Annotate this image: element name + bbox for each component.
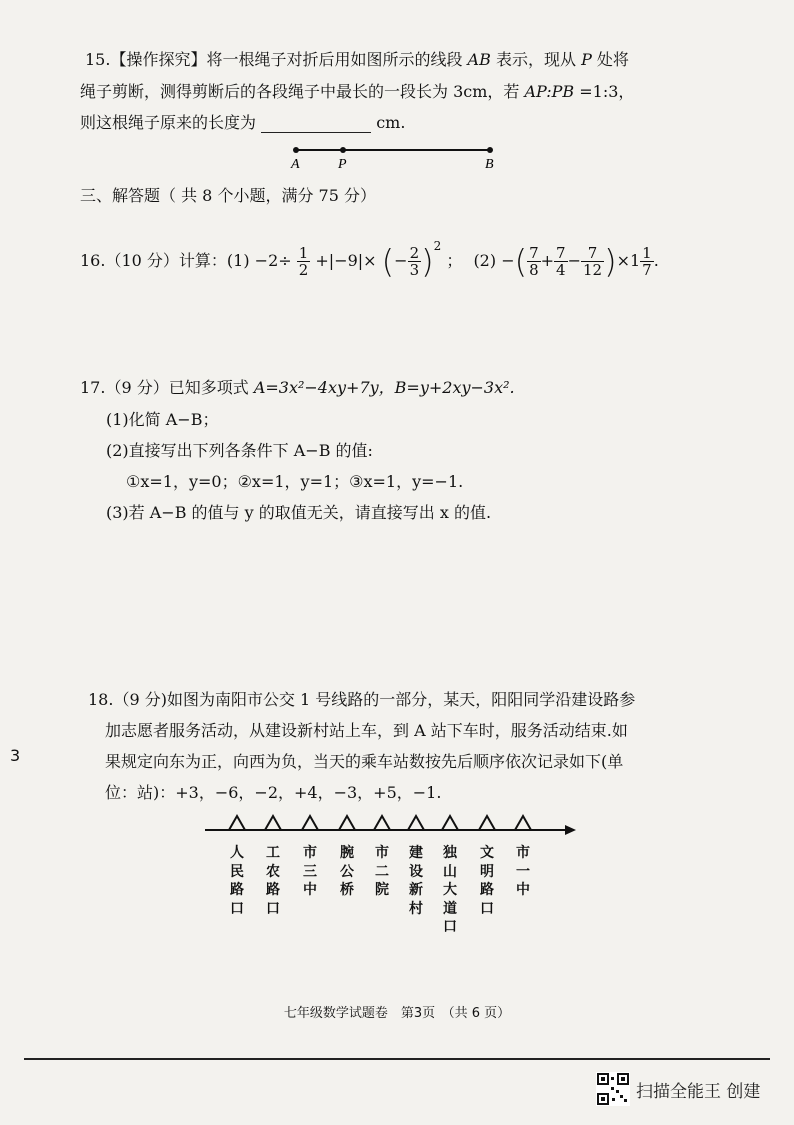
q15-text-b: 表示，现从 <box>495 50 576 69</box>
q17-line1 <box>80 378 515 398</box>
frac6-den: 7 <box>642 261 652 279</box>
q15-text-2b: =1:3， <box>579 82 635 101</box>
station-label: 市 一 中 <box>516 845 530 898</box>
q16-sep: ； <box>446 251 463 270</box>
q17-cases: ①x=1，y=0；②x=1，y=1；③x=1，y=−1. <box>126 472 464 491</box>
frac1-den: 2 <box>298 261 309 279</box>
q17-sub2: (2)直接写出下列各条件下 A−B 的值: <box>106 441 373 460</box>
fraction-5 <box>581 245 604 278</box>
station-labels <box>205 810 580 950</box>
q16-p1-b: +|−9|× <box>315 251 377 270</box>
station-label: 人 民 路 口 <box>230 845 244 917</box>
segment-ab-figure <box>280 140 510 172</box>
frac4-num: 7 <box>556 244 566 262</box>
label-p: P <box>338 157 347 172</box>
frac1-num: 1 <box>298 244 309 262</box>
station-label: 文 明 路 口 <box>480 845 494 917</box>
exponent: 2 <box>433 239 442 253</box>
scanner-text: 扫描全能王 创建 <box>636 1081 761 1102</box>
station-label: 市 三 中 <box>303 845 317 898</box>
q15-line1 <box>85 50 629 70</box>
q15-text-c: 处将 <box>596 50 629 69</box>
q16-p2-label: (2) <box>473 251 497 270</box>
qr-code-icon <box>596 1072 630 1106</box>
paren-open-2: ( <box>514 242 528 281</box>
q15-line2 <box>80 82 634 102</box>
q16-plus: + <box>540 251 555 270</box>
q15-line3 <box>80 113 405 133</box>
fraction-2 <box>408 245 422 278</box>
frac2-num: 2 <box>409 244 420 262</box>
q16-times: ×1 <box>616 251 641 270</box>
fraction-1 <box>297 245 311 278</box>
paren-close: ) <box>421 242 434 281</box>
q15-text-2a: 绳子剪断，测得剪断后的各段绳子中最长的一段长为 3cm，若 <box>80 82 520 101</box>
q15-ratio: AP:PB <box>524 82 575 101</box>
q17-head: 17.（9 分）已知多项式 <box>80 378 249 397</box>
fraction-6 <box>640 245 654 278</box>
paren-open: ( <box>381 242 395 281</box>
frac5-num: 7 <box>581 245 604 262</box>
q15-text: 15.【操作探究】将一根绳子对折后用如图所示的线段 <box>85 50 463 69</box>
point-a <box>293 147 299 153</box>
paren-close-2: ) <box>604 242 617 281</box>
scanner-watermark <box>596 1072 760 1106</box>
label-b: B <box>485 157 494 172</box>
answer-blank[interactable] <box>261 114 371 133</box>
frac3-den: 8 <box>529 261 539 279</box>
section-title: 三、解答题（ 共 8 个小题，满分 75 分） <box>80 186 376 205</box>
q16-p1-a: −2÷ <box>254 251 292 270</box>
station-label: 独 山 大 道 口 <box>443 845 457 935</box>
fraction-3 <box>527 245 541 278</box>
q18-line3: 果规定向东为正，向西为负，当天的乘车站数按先后顺序依次记录如下(单 <box>105 752 624 771</box>
q18-line1: 18.（9 分)如图为南阳市公交 1 号线路的一部分，某天，阳阳同学沿建设路参 <box>88 690 636 709</box>
q17-sub1: (1)化简 A−B； <box>106 410 219 429</box>
page-footer: 七年级数学试题卷 第3页 （共 6 页） <box>283 1006 511 1021</box>
q16-minus2: − <box>567 251 581 270</box>
q16-end: . <box>653 251 659 270</box>
label-a: A <box>291 157 300 172</box>
q17-poly: A=3x²−4xy+7y，B=y+2xy−3x². <box>253 378 515 397</box>
fraction-4 <box>554 245 568 278</box>
frac4-den: 4 <box>556 261 566 279</box>
bottom-rule <box>24 1058 770 1060</box>
q18-line2: 加志愿者服务活动，从建设新村站上车，到 A 站下车时，服务活动结束.如 <box>105 721 628 740</box>
q18-line4: 位：站)：+3，−6，−2，+4，−3，+5，−1. <box>105 783 442 802</box>
q17-sub3: (3)若 A−B 的值与 y 的取值无关，请直接写出 x 的值. <box>106 503 492 522</box>
frac3-num: 7 <box>529 244 539 262</box>
frac6-num: 1 <box>642 244 652 262</box>
q16-head: 16.（10 分）计算：(1) <box>80 251 250 270</box>
q15-unit: cm. <box>376 113 406 132</box>
q15-ab: AB <box>467 50 491 69</box>
point-p <box>340 147 346 153</box>
q16-minus: − <box>501 251 515 270</box>
margin-mark: 3 <box>10 746 21 765</box>
frac2-den: 3 <box>409 261 420 279</box>
station-label: 腕 公 桥 <box>340 845 354 898</box>
q15-p: P <box>581 50 592 69</box>
frac5-den: 12 <box>583 261 603 279</box>
station-label: 建 设 新 村 <box>409 845 423 917</box>
q15-text-3: 则这根绳子原来的长度为 <box>80 113 257 132</box>
station-label: 市 二 院 <box>375 845 389 898</box>
station-label: 工 农 路 口 <box>266 845 280 917</box>
point-b <box>487 147 493 153</box>
q16-line: 16.（10 分）计算：(1) −2÷ $\frac{1}{2}$ +|−9|× (− $\frac{2}{3}$ )$^2$ ； (2) −( $\frac{7}{8}$ + $\frac{7}{4}$ − $\frac{7}{12}$ )×1 $\frac{1}{7}$ . <box>80 239 659 281</box>
